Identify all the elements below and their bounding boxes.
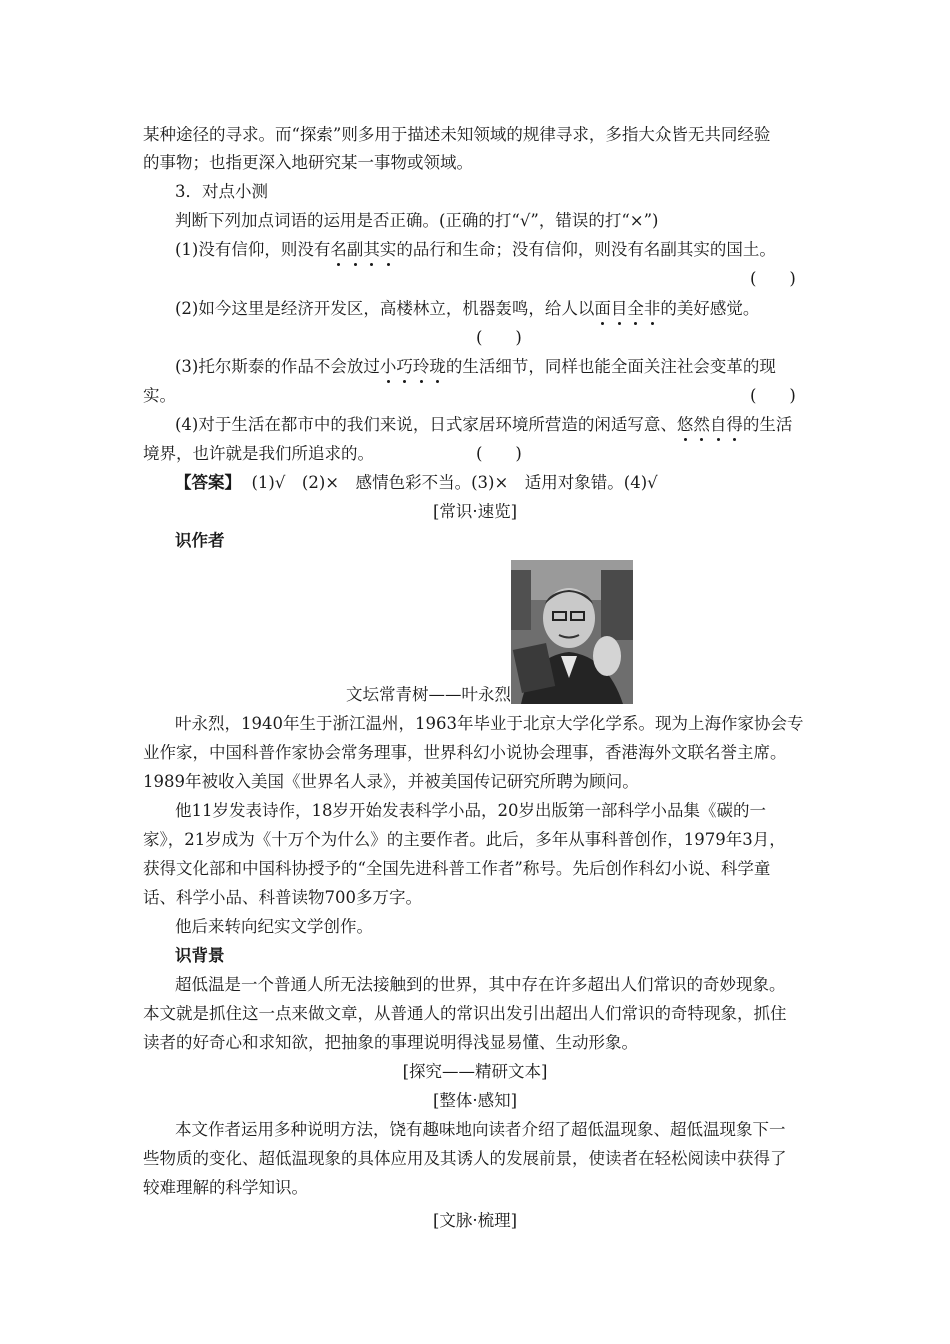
dotted-char: 珑 <box>429 357 446 376</box>
author-paragraph-line: 叶永烈，1940年生于浙江温州，1963年毕业于北京大学化学系。现为上海作家协会专 <box>175 714 804 733</box>
author-paragraph-line: 1989年被收入美国《世界名人录》，并被美国传记研究所聘为顾问。 <box>143 772 639 791</box>
heading-author: 识作者 <box>175 531 225 550</box>
instruction-line: 判断下列加点词语的运用是否正确。(正确的打“√”，错误的打“×”) <box>175 211 659 230</box>
dotted-char: 小 <box>379 357 397 376</box>
background-paragraph-line: 超低温是一个普通人所无法接触到的世界，其中存在许多超出人们常识的奇妙现象。 <box>175 975 786 994</box>
dotted-char: 名 <box>330 240 347 259</box>
question-2: (2)如今这里是经济开发区，高楼林立，机器轰鸣，给人以面目全非的美好感觉。 <box>175 299 760 318</box>
text-line: 的事物；也指更深入地研究某一事物或领域。 <box>143 153 473 172</box>
author-photo <box>511 560 633 704</box>
author-paragraph-line: 家》，21岁成为《十万个为什么》的主要作者。此后，多年从事科普创作，1979年3月， <box>143 830 786 849</box>
dotted-char: 非 <box>643 299 661 318</box>
dotted-char: 巧 <box>396 357 413 376</box>
author-paragraph-line: 业作家，中国科普作家协会常务理事，世界科幻小说协会理事，香港海外文联名誉主席。 <box>143 743 787 762</box>
text-line: 某种途径的寻求。而“探索”则多用于描述未知领域的规律寻求，多指大众皆无共同经验 <box>143 125 771 144</box>
dotted-char: 全 <box>627 299 644 318</box>
answer-paren-4: ( ) <box>476 444 522 463</box>
section-header-zhengti: [整体·感知] <box>432 1091 518 1110</box>
dotted-char: 副 <box>346 240 364 259</box>
section-number-heading: 3．对点小测 <box>175 182 268 201</box>
answer-text: (1)√ (2)× 感情色彩不当。(3)× 适用对象错。(4)√ <box>251 473 658 492</box>
question-3-cont: 实。 <box>143 386 176 405</box>
overview-paragraph-line: 些物质的变化、超低温现象的具体应用及其诱人的发展前景，使读者在轻松阅读中获得了 <box>143 1149 787 1168</box>
section-header-changshi: [常识·速览] <box>432 502 518 521</box>
section-header-tanjiu: [探究——精研文本] <box>402 1062 548 1081</box>
overview-paragraph-line: 较难理解的科学知识。 <box>143 1178 308 1197</box>
background-paragraph-line: 本文就是抓住这一点来做文章，从普通人的常识出发引出超出人们常识的奇特现象，抓住 <box>143 1004 787 1023</box>
background-paragraph-line: 读者的好奇心和求知欲，把抽象的事理说明得浅显易懂、生动形象。 <box>143 1033 638 1052</box>
author-photo-image <box>511 560 633 704</box>
question-1: (1)没有信仰，则没有名副其实的品行和生命；没有信仰，则没有名副其实的国土。 <box>175 240 776 259</box>
dotted-char: 目 <box>610 299 628 318</box>
answer-line <box>175 472 658 494</box>
author-paragraph-line: 他后来转向纪实文学创作。 <box>175 917 373 936</box>
dotted-char: 其 <box>363 240 380 259</box>
author-paragraph-line: 他11岁发表诗作，18岁开始发表科学小品，20岁出版第一部科学小品集《碳的一 <box>175 801 766 820</box>
dotted-char: 自 <box>709 415 727 434</box>
dotted-char: 实 <box>379 240 397 259</box>
answer-paren-3: ( ) <box>750 386 796 405</box>
dotted-char: 面 <box>594 299 611 318</box>
answer-paren-1: ( ) <box>750 269 796 288</box>
question-4-cont: 境界，也许就是我们所追求的。 <box>143 444 374 463</box>
question-3: (3)托尔斯泰的作品不会放过小巧玲珑的生活细节，同样也能全面关注社会变革的现 <box>175 357 776 376</box>
photo-caption: 文坛常青树——叶永烈 <box>346 685 511 704</box>
heading-background: 识背景 <box>175 946 225 965</box>
dotted-char: 得 <box>726 415 743 434</box>
dotted-char: 悠 <box>676 415 694 434</box>
answer-paren-2: ( ) <box>476 328 522 347</box>
dotted-char: 玲 <box>412 357 430 376</box>
answer-label: 【答案】 <box>175 473 241 492</box>
section-header-wenmai: [文脉·梳理] <box>432 1211 518 1230</box>
question-4: (4)对于生活在都市中的我们来说，日式家居环境所营造的闲适写意、悠然自得的生活 <box>175 415 793 434</box>
author-paragraph-line: 获得文化部和中国科协授予的“全国先进科普工作者”称号。先后创作科幻小说、科学童 <box>143 859 771 878</box>
dotted-char: 然 <box>693 415 710 434</box>
author-paragraph-line: 话、科学小品、科普读物700多万字。 <box>143 888 422 907</box>
overview-paragraph-line: 本文作者运用多种说明方法，饶有趣味地向读者介绍了超低温现象、超低温现象下一 <box>175 1120 786 1139</box>
